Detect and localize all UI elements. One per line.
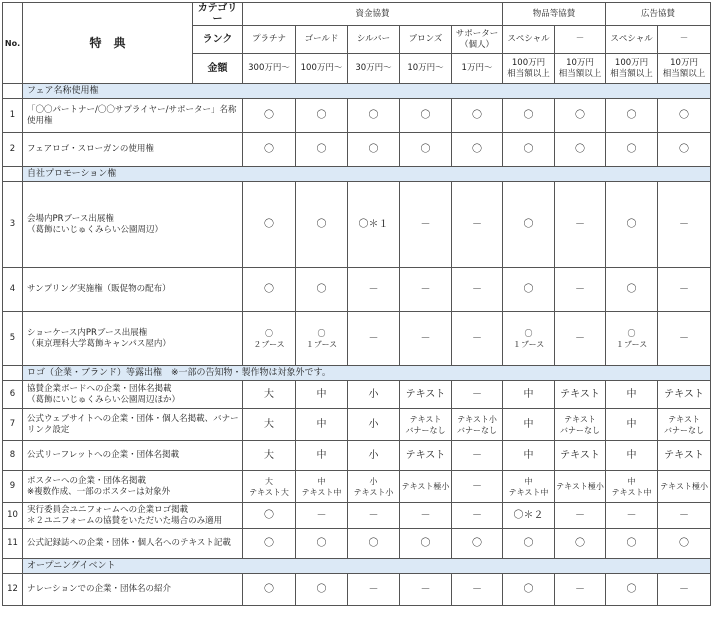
section-row xyxy=(3,84,711,99)
benefit-row xyxy=(3,441,711,471)
row-number: 8 xyxy=(3,441,23,471)
benefit-cell: － xyxy=(296,503,348,529)
row-number: 4 xyxy=(3,268,23,312)
benefit-cell: 〇 xyxy=(555,133,606,167)
benefit-cell: テキスト xyxy=(555,381,606,409)
benefit-cell: 小 テキスト小 xyxy=(348,471,400,503)
benefit-cell: － xyxy=(606,503,658,529)
benefit-cell: － xyxy=(658,574,711,606)
row-number: 1 xyxy=(3,99,23,133)
benefit-cell: － xyxy=(452,441,503,471)
benefit-cell: 〇 xyxy=(555,529,606,559)
header-amount: 300万円～ xyxy=(243,54,296,84)
benefit-cell: 〇 xyxy=(503,133,555,167)
row-number: 5 xyxy=(3,312,23,366)
benefit-label: 公式記録誌への企業・団体・個人名へのテキスト記載 xyxy=(23,529,243,559)
sponsorship-benefits-table xyxy=(2,2,711,606)
benefit-cell: テキスト極小 xyxy=(555,471,606,503)
benefit-row xyxy=(3,268,711,312)
benefit-label: 会場内PRブース出展権 （葛飾にいじゅくみらい公園周辺） xyxy=(23,182,243,268)
benefit-cell: 〇 xyxy=(296,182,348,268)
benefit-cell: 小 xyxy=(348,381,400,409)
benefit-cell: 〇 xyxy=(658,133,711,167)
benefit-cell: － xyxy=(452,182,503,268)
benefit-cell: 〇 xyxy=(452,133,503,167)
benefit-row xyxy=(3,182,711,268)
benefit-cell: 〇 xyxy=(606,182,658,268)
benefit-cell: 〇 １ブース xyxy=(503,312,555,366)
header-category-label: カテゴリー xyxy=(193,3,243,26)
benefit-cell: 〇 xyxy=(243,99,296,133)
benefit-cell: 〇 xyxy=(658,99,711,133)
benefit-row xyxy=(3,381,711,409)
benefit-cell: － xyxy=(400,182,452,268)
header-rank: サポーター （個人） xyxy=(452,26,503,54)
header-amount: 100万円 相当額以上 xyxy=(606,54,658,84)
section-row xyxy=(3,559,711,574)
benefit-cell: テキスト xyxy=(400,381,452,409)
benefit-cell: 〇 xyxy=(503,574,555,606)
header-rank: － xyxy=(555,26,606,54)
header-amount: 30万円～ xyxy=(348,54,400,84)
benefit-cell: － xyxy=(555,268,606,312)
benefit-cell: 〇 xyxy=(348,133,400,167)
section-no xyxy=(3,559,23,574)
benefit-cell: 小 xyxy=(348,441,400,471)
header-amount: 1万円～ xyxy=(452,54,503,84)
benefit-cell: 〇 xyxy=(503,99,555,133)
benefit-cell: 中 xyxy=(503,381,555,409)
benefit-cell: 〇 xyxy=(296,529,348,559)
benefit-cell: － xyxy=(555,312,606,366)
benefit-label: ポスターへの企業・団体名掲載 ※複数作成、一部のポスターは対象外 xyxy=(23,471,243,503)
benefit-cell: 〇 xyxy=(296,99,348,133)
header-amount: 10万円 相当額以上 xyxy=(658,54,711,84)
benefit-cell: 〇 xyxy=(452,99,503,133)
benefit-cell: テキスト xyxy=(400,441,452,471)
header-amount: 100万円 相当額以上 xyxy=(503,54,555,84)
header-group: 資金協賛 xyxy=(243,3,503,26)
section-no xyxy=(3,366,23,381)
benefit-cell: － xyxy=(658,503,711,529)
section-no xyxy=(3,84,23,99)
benefit-cell: － xyxy=(452,268,503,312)
benefit-cell: 中 xyxy=(296,441,348,471)
benefit-row xyxy=(3,574,711,606)
benefit-cell: － xyxy=(658,268,711,312)
header-rank: スペシャル xyxy=(503,26,555,54)
benefit-cell: － xyxy=(658,312,711,366)
benefit-label: ナレーションでの企業・団体名の紹介 xyxy=(23,574,243,606)
benefit-cell: 〇 xyxy=(348,99,400,133)
row-number: 2 xyxy=(3,133,23,167)
benefit-cell: 中 xyxy=(503,441,555,471)
benefit-cell: － xyxy=(400,312,452,366)
benefit-cell: 中 xyxy=(606,381,658,409)
section-title: フェア名称使用権 xyxy=(23,84,711,99)
benefit-cell: 〇 xyxy=(243,133,296,167)
benefit-cell: 〇 xyxy=(296,574,348,606)
benefit-cell: 〇 xyxy=(400,99,452,133)
benefit-label: 実行委員会ユニフォームへの企業ロゴ掲載 ＊２ユニフォームの協賛をいただいた場合のみ適用 xyxy=(23,503,243,529)
benefit-row xyxy=(3,312,711,366)
section-title: オープニングイベント xyxy=(23,559,711,574)
row-number: 12 xyxy=(3,574,23,606)
benefit-cell: － xyxy=(555,182,606,268)
benefit-cell: 〇 ２ブース xyxy=(243,312,296,366)
row-number: 3 xyxy=(3,182,23,268)
benefit-label: 協賛企業ボードへの企業・団体名掲載 （葛飾にいじゅくみらい公園周辺ほか） xyxy=(23,381,243,409)
benefit-cell: 〇 xyxy=(348,529,400,559)
benefit-cell: 〇 xyxy=(503,268,555,312)
benefit-cell: テキスト バナーなし xyxy=(400,409,452,441)
header-group: 物品等協賛 xyxy=(503,3,606,26)
benefit-row xyxy=(3,409,711,441)
benefit-cell: 中 xyxy=(296,409,348,441)
benefit-cell: － xyxy=(452,503,503,529)
benefit-row xyxy=(3,133,711,167)
benefit-cell: － xyxy=(658,182,711,268)
benefit-label: フェアロゴ・スローガンの使用権 xyxy=(23,133,243,167)
benefit-cell: 〇 xyxy=(606,529,658,559)
benefit-cell: 〇 xyxy=(555,99,606,133)
row-number: 6 xyxy=(3,381,23,409)
benefit-row xyxy=(3,503,711,529)
benefit-cell: テキスト小 バナーなし xyxy=(452,409,503,441)
benefit-label: 公式ウェブサイトへの企業・団体・個人名掲載、バナーリンク設定 xyxy=(23,409,243,441)
header-amount: 100万円～ xyxy=(296,54,348,84)
benefit-cell: 〇 xyxy=(243,503,296,529)
benefit-cell: － xyxy=(400,503,452,529)
benefit-cell: 〇＊１ xyxy=(348,182,400,268)
header-rank: プラチナ xyxy=(243,26,296,54)
benefit-cell: 大 テキスト大 xyxy=(243,471,296,503)
benefit-cell: 〇 xyxy=(452,529,503,559)
benefit-cell: テキスト極小 xyxy=(658,471,711,503)
benefit-cell: 〇 xyxy=(503,529,555,559)
benefit-cell: 中 xyxy=(606,441,658,471)
header-rank: シルバー xyxy=(348,26,400,54)
benefit-cell: 〇 １ブース xyxy=(606,312,658,366)
benefit-cell: 〇 xyxy=(658,529,711,559)
benefit-cell: 小 xyxy=(348,409,400,441)
benefit-cell: 中 テキスト中 xyxy=(296,471,348,503)
section-no xyxy=(3,167,23,182)
benefit-cell: テキスト バナーなし xyxy=(658,409,711,441)
benefit-cell: － xyxy=(452,471,503,503)
header-no: No. xyxy=(3,3,23,84)
row-number: 10 xyxy=(3,503,23,529)
benefit-cell: 〇 xyxy=(400,529,452,559)
benefit-cell: 〇 xyxy=(606,99,658,133)
benefit-cell: 〇 xyxy=(243,182,296,268)
benefit-cell: 〇 xyxy=(243,529,296,559)
benefit-cell: － xyxy=(400,574,452,606)
row-number: 11 xyxy=(3,529,23,559)
benefit-cell: テキスト xyxy=(658,441,711,471)
benefit-cell: 中 xyxy=(503,409,555,441)
benefit-cell: 中 テキスト中 xyxy=(606,471,658,503)
benefit-cell: 大 xyxy=(243,441,296,471)
benefit-label: 公式リーフレットへの企業・団体名掲載 xyxy=(23,441,243,471)
benefit-cell: 〇＊２ xyxy=(503,503,555,529)
header-rank-label: ランク xyxy=(193,26,243,54)
benefit-cell: 大 xyxy=(243,409,296,441)
header-amount: 10万円 相当額以上 xyxy=(555,54,606,84)
benefit-cell: － xyxy=(452,574,503,606)
header-rank: ブロンズ xyxy=(400,26,452,54)
benefit-label: ショーケース内PRブース出展権 （東京理科大学葛飾キャンパス屋内） xyxy=(23,312,243,366)
benefit-cell: 〇 １ブース xyxy=(296,312,348,366)
header-group: 広告協賛 xyxy=(606,3,711,26)
benefit-cell: テキスト xyxy=(658,381,711,409)
benefit-cell: 〇 xyxy=(606,574,658,606)
benefit-cell: － xyxy=(452,312,503,366)
benefit-label: 「〇〇パートナー/〇〇サプライヤー/サポーター」名称使用権 xyxy=(23,99,243,133)
benefit-cell: 中 xyxy=(606,409,658,441)
benefit-label: サンプリング実施権（販促物の配布） xyxy=(23,268,243,312)
header-amount-label: 金額 xyxy=(193,54,243,84)
header-rank: スペシャル xyxy=(606,26,658,54)
benefit-row xyxy=(3,529,711,559)
benefit-cell: 中 xyxy=(296,381,348,409)
benefit-cell: － xyxy=(348,312,400,366)
benefit-cell: テキスト極小 xyxy=(400,471,452,503)
benefit-cell: － xyxy=(452,381,503,409)
benefit-cell: テキスト バナーなし xyxy=(555,409,606,441)
section-row xyxy=(3,366,711,381)
benefit-cell: 〇 xyxy=(296,133,348,167)
header-feature: 特 典 xyxy=(23,3,193,84)
section-row xyxy=(3,167,711,182)
benefit-cell: 〇 xyxy=(606,268,658,312)
benefit-cell: 〇 xyxy=(296,268,348,312)
benefit-cell: 〇 xyxy=(243,574,296,606)
benefit-cell: － xyxy=(348,268,400,312)
header-amount: 10万円～ xyxy=(400,54,452,84)
benefit-cell: － xyxy=(348,503,400,529)
benefit-row xyxy=(3,471,711,503)
benefit-cell: － xyxy=(400,268,452,312)
benefit-cell: 〇 xyxy=(503,182,555,268)
row-number: 9 xyxy=(3,471,23,503)
benefit-cell: 〇 xyxy=(243,268,296,312)
benefit-cell: 大 xyxy=(243,381,296,409)
benefit-row xyxy=(3,99,711,133)
section-title: 自社プロモーション権 xyxy=(23,167,711,182)
benefit-cell: 〇 xyxy=(400,133,452,167)
benefit-cell: 〇 xyxy=(606,133,658,167)
benefit-cell: － xyxy=(555,503,606,529)
header-row-category xyxy=(3,3,711,26)
benefit-cell: テキスト xyxy=(555,441,606,471)
benefit-cell: 中 テキスト中 xyxy=(503,471,555,503)
benefit-cell: － xyxy=(555,574,606,606)
benefit-cell: － xyxy=(348,574,400,606)
row-number: 7 xyxy=(3,409,23,441)
header-rank: ゴールド xyxy=(296,26,348,54)
header-rank: － xyxy=(658,26,711,54)
section-title: ロゴ（企業・ブランド）等露出権 ※一部の告知物・製作物は対象外です。 xyxy=(23,366,711,381)
